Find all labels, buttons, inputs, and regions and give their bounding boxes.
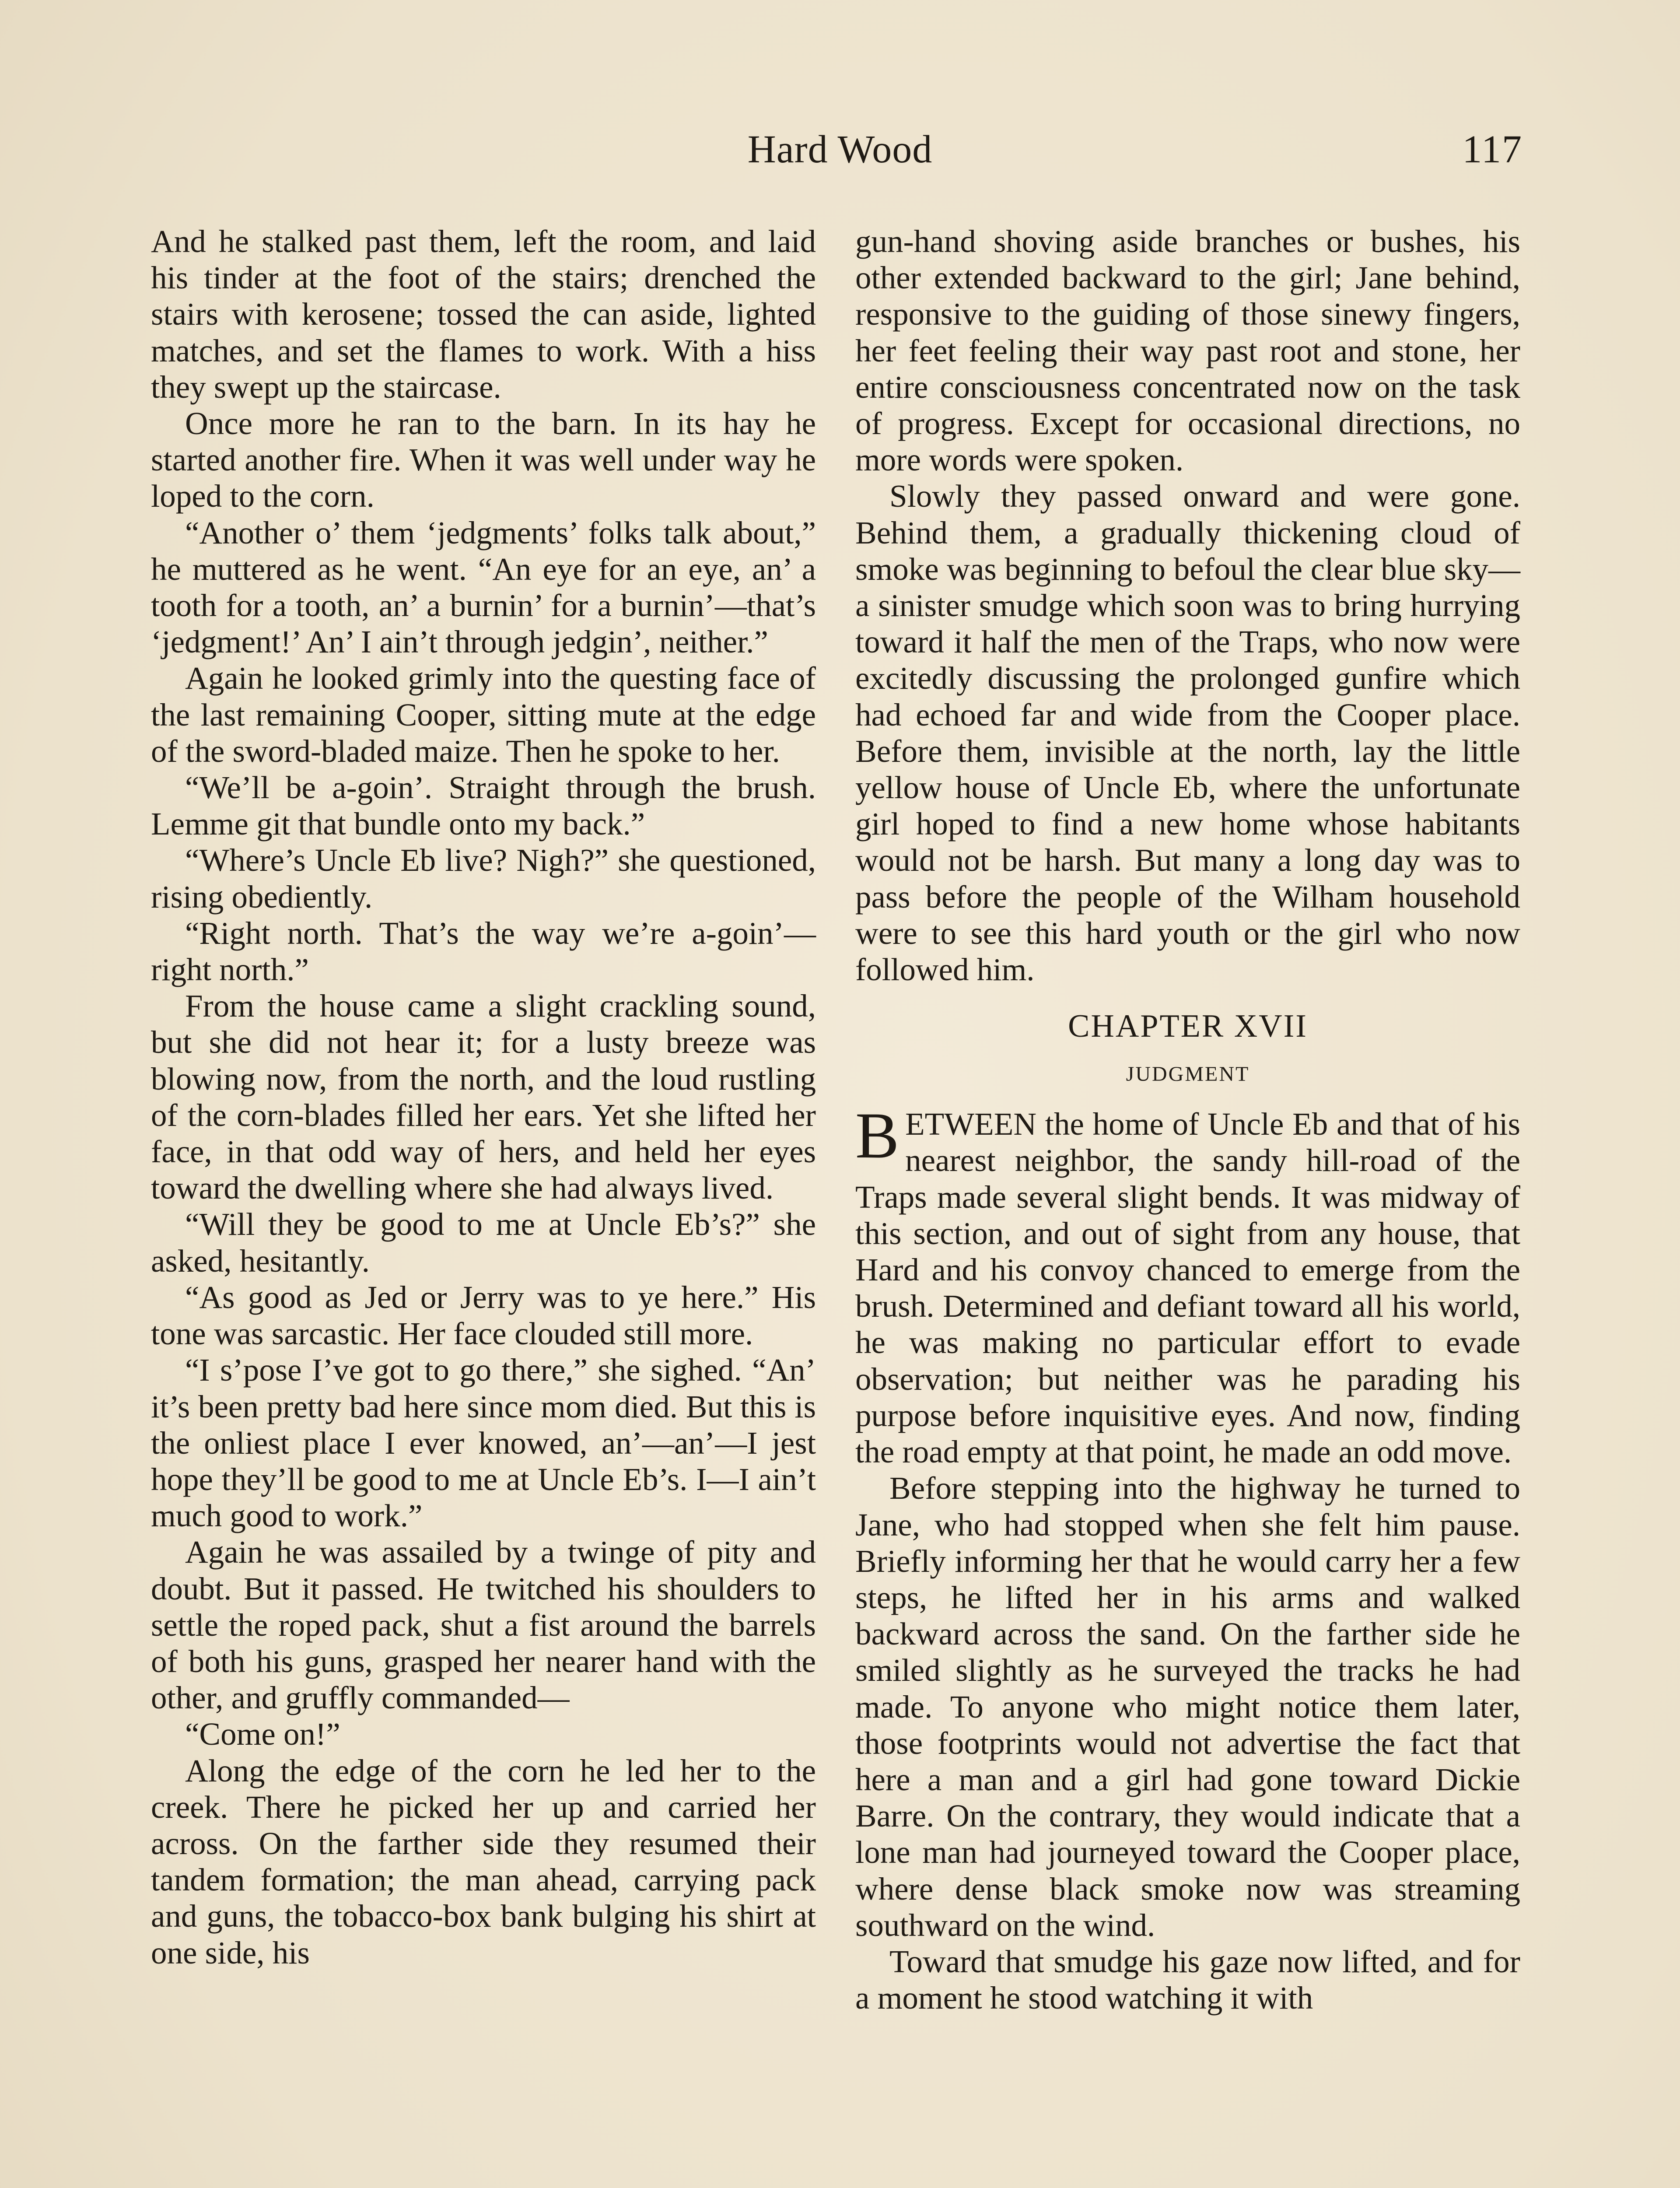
paragraph: “Right north. That’s the way we’re a-goin’—right north.”: [151, 915, 816, 988]
paragraph: Slowly they passed onward and were gone. Behind them, a gradually thickening cloud of smoke was beginning to befoul the clear blue sky—a sinister smudge which soon was to bring hurrying toward it half the men of the Traps, who now were excitedly discussing the prolonged gunfire which had echoed far and wide from the Cooper place. Before them, invisible at the north, lay the little yellow house of Uncle Eb, where the unfortunate girl hoped to find a new home whose habitants would not be harsh. But many a long day was to pass before the people of the Wilham household were to see this hard youth or the girl who now followed him.: [855, 478, 1520, 988]
running-head-title: Hard Wood: [747, 128, 933, 171]
paragraph: Toward that smudge his gaze now lifted, and for a moment he stood watching it with: [855, 1943, 1520, 2016]
paragraph: “We’ll be a-goin’. Straight through the brush. Lemme git that bundle onto my back.”: [151, 770, 816, 842]
paragraph: Once more he ran to the barn. In its hay he started another fire. When it was well under way he loped to the corn.: [151, 406, 816, 514]
chapter-title: JUDGMENT: [1126, 1062, 1250, 1086]
paragraph-continuation: gun-hand shoving aside branches or bushes, his other extended backward to the girl; Jane behind, responsive to the guiding of those sinewy fingers, her feet feeling their way past root and stone, her entire consciousness concentrated now on the task of progress. Except for occasional directions, no more words were spoken.: [855, 224, 1520, 478]
paragraph: Again he was assailed by a twinge of pity and doubt. But it passed. He twitched his shoulders to settle the roped pack, shut a fist around the barrels of both his guns, grasped her nearer hand with the other, and gruffly commanded—: [151, 1534, 816, 1716]
chapter-heading: CHAPTER XVII: [1068, 1008, 1308, 1045]
paragraph: “Come on!”: [185, 1716, 340, 1752]
paragraph: “Another o’ them ‘jedgments’ folks talk about,” he muttered as he went. “An eye for an eye, an’ a tooth for a tooth, an’ a burnin’ for a burnin’—that’s ‘jedgment!’ An’ I ain’t through jedgin’, neither.”: [151, 515, 816, 660]
paragraph: Again he looked grimly into the questing face of the last remaining Cooper, sitting mute at the edge of the sword-bladed maize. Then he spoke to her.: [151, 660, 816, 769]
opening-text: ETWEEN the home of Uncle Eb and that of his nearest neighbor, the sandy hill-road of the Traps made several slight bends. It was midway of this section, and out of sight from any house, that Hard and his convoy chanced to emerge from the brush. Determined and defiant toward all his world, he was making no particular effort to evade observation; but neither was he parading his purpose before inquisitive eyes. And now, finding the road empty at that point, he made an odd move.: [855, 1106, 1520, 1470]
paragraph: And he stalked past them, left the room, and laid his tinder at the foot of the stairs; drenched the stairs with kerosene; tossed the can aside, lighted matches, and set the flames to work. With a hiss they swept up the staircase.: [151, 224, 816, 405]
paragraph: “Where’s Uncle Eb live? Nigh?” she questioned, rising obediently.: [151, 842, 816, 915]
left-text-column: [151, 223, 816, 1971]
chapter-opening-paragraph: [855, 1099, 1520, 1470]
paragraph: “Will they be good to me at Uncle Eb’s?” she asked, hesitantly.: [151, 1206, 816, 1279]
page-number: 117: [1462, 128, 1522, 171]
paragraph: “I s’pose I’ve got to go there,” she sighed. “An’ it’s been pretty bad here since mom died. But this is the onliest place I ever knowed, an’—an’—I jest hope they’ll be good to me at Uncle Eb’s. I—I ain’t much good to work.”: [151, 1352, 816, 1534]
paragraph: “As good as Jed or Jerry was to ye here.” His tone was sarcastic. Her face clouded still more.: [151, 1279, 816, 1352]
paragraph: Along the edge of the corn he led her to the creek. There he picked her up and carried her across. On the farther side they resumed their tandem formation; the man ahead, carrying pack and guns, the tobacco-box bank bulging his shirt at one side, his: [151, 1753, 816, 1971]
drop-cap: B: [855, 1099, 900, 1172]
paragraph: From the house came a slight crackling sound, but she did not hear it; for a lusty breeze was blowing now, from the north, and the loud rustling of the corn-blades filled her ears. Yet she lifted her face, in that odd way of hers, and held her eyes toward the dwelling where she had always lived.: [151, 988, 816, 1206]
paragraph: Before stepping into the highway he turned to Jane, who had stopped when she felt him pause. Briefly informing her that he would carry her a few steps, he lifted her in his arms and walked backward across the sand. On the farther side he smiled slightly as he surveyed the tracks he had made. To anyone who might notice them later, those footprints would not advertise the fact that here a man and a girl had gone toward Dickie Barre. On the contrary, they would indicate that a lone man had journeyed toward the Cooper place, where dense black smoke now was streaming southward on the wind.: [855, 1470, 1520, 1943]
right-text-column: [855, 223, 1520, 2016]
